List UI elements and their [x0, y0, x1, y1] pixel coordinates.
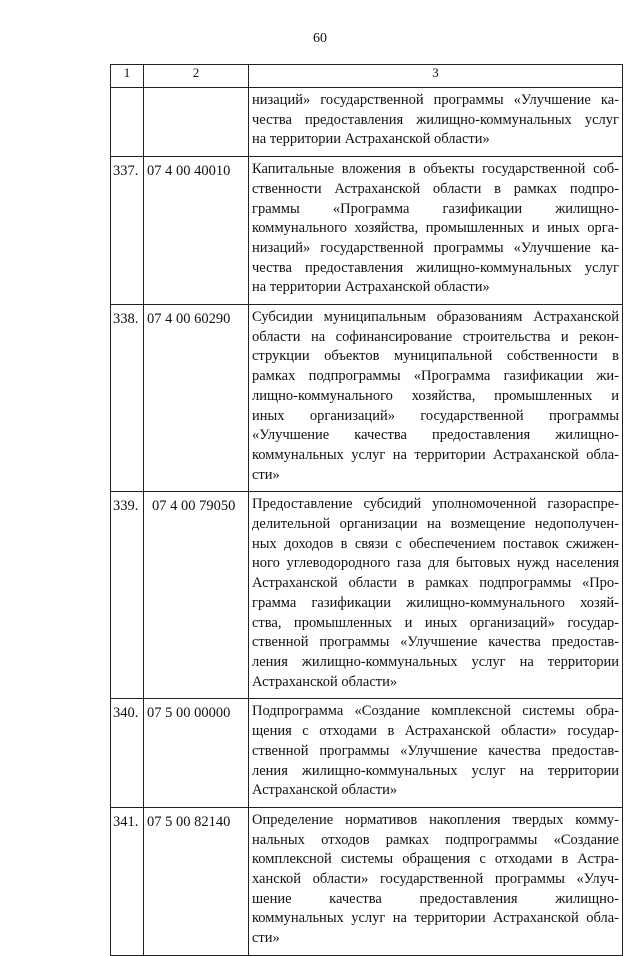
row-number: 337. — [111, 157, 144, 305]
description-line: Капитальные вложения в объекты государственной соб- — [252, 161, 619, 178]
description-line: комплексной системы обращения с отходами в Астра- — [252, 851, 619, 868]
description-line: струкции объектов муниципальной собственности в — [252, 348, 619, 365]
description-line: ления жилищно-коммунальных услуг на территории — [252, 653, 619, 670]
description-line: ных доходов в связи с обеспечением поставок сжижен- — [252, 535, 619, 552]
table-row — [111, 492, 623, 699]
row-code: 07 4 00 40010 — [144, 157, 249, 305]
description-line: коммунального хозяйства, промышленных и иных орга- — [252, 220, 619, 237]
description-line: рамках подпрограммы «Программа газификации жи- — [252, 368, 619, 385]
description-line: низаций» государственной программы «Улучшение ка- — [252, 92, 619, 108]
row-number: 339. — [111, 492, 144, 699]
row-number: 341. — [111, 807, 144, 955]
description-line: лищно-коммунального хозяйства, промышленных и — [252, 387, 619, 404]
description-line: ственной программы «Улучшение качества предостав- — [252, 742, 619, 759]
description-line: Астраханской области» — [252, 673, 398, 690]
page-number: 60 — [313, 31, 327, 46]
description-line: граммы «Программа газификации жилищно- — [252, 200, 619, 217]
row-number: 340. — [111, 699, 144, 808]
table-header-row — [111, 65, 623, 88]
description-line: Подпрограмма «Создание комплексной системы обра- — [252, 703, 619, 720]
description-line: шение качества предоставления жилищно- — [252, 890, 619, 907]
continuation-row — [111, 88, 623, 157]
row-code: 07 4 00 79050 — [144, 492, 249, 699]
table-row — [111, 807, 623, 955]
row-number: 338. — [111, 305, 144, 492]
description-line: Предоставление субсидий уполномоченной газораспре- — [252, 496, 619, 513]
row-description — [249, 807, 623, 955]
description-line: ственной программы «Улучшение качества предостав- — [252, 634, 619, 651]
description-line: ханской области» государственной программы «Улуч- — [252, 871, 619, 888]
budget-classification-table — [110, 64, 623, 956]
description-line: Определение нормативов накопления твердых комму- — [252, 811, 619, 828]
description-line: иных организаций» государственной программы — [252, 407, 619, 424]
description-line: коммунальных услуг на территории Астраханской обла- — [252, 910, 619, 927]
description-line: ства, промышленных и иных организаций» государ- — [252, 614, 619, 631]
description-line: ного углеводородного газа для бытовых нужд населения — [252, 555, 619, 572]
description-line: грамма газификации жилищно-коммунального хозяй- — [252, 594, 619, 611]
description-line: сти» — [252, 466, 280, 483]
description-line: щения с отходами в Астраханской области» государ- — [252, 723, 619, 740]
column-header-number: 1 — [111, 65, 144, 88]
table-row — [111, 699, 623, 808]
description-line: чества предоставления жилищно-коммунальных услуг — [252, 259, 619, 276]
description-line: сти» — [252, 930, 280, 947]
row-code: 07 5 00 82140 — [144, 807, 249, 955]
description-line: Субсидии муниципальным образованиям Астраханской — [252, 309, 619, 326]
description-line: ственности Астраханской области в рамках подпро- — [252, 180, 619, 197]
column-header-description: 3 — [249, 65, 623, 88]
description-line: чества предоставления жилищно-коммунальных услуг — [252, 111, 619, 128]
row-description — [249, 305, 623, 492]
description-line: «Улучшение качества предоставления жилищно- — [252, 427, 619, 444]
column-header-code: 2 — [144, 65, 249, 88]
description-line: делительной организации на возмещение недополучен- — [252, 516, 619, 533]
row-description — [249, 699, 623, 808]
description-line: нальных отходов рамках подпрограммы «Создание — [252, 831, 619, 848]
row-code: 07 4 00 60290 — [144, 305, 249, 492]
description-line: на территории Астраханской области» — [252, 279, 490, 296]
description-line: на территории Астраханской области» — [252, 131, 490, 148]
row-description — [249, 157, 623, 305]
description-line: коммунальных услуг на территории Астраханской обла- — [252, 446, 619, 463]
description-line: ления жилищно-коммунальных услуг на территории — [252, 762, 619, 779]
description-line: Астраханской области» — [252, 782, 398, 799]
continuation-description — [249, 88, 623, 157]
description-line: Астраханской области в рамках подпрограммы «Про- — [252, 575, 619, 592]
description-line: области на софинансирование строительства и рекон- — [252, 328, 619, 345]
table-row — [111, 157, 623, 305]
description-line: низаций» государственной программы «Улучшение ка- — [252, 239, 619, 256]
row-code: 07 5 00 00000 — [144, 699, 249, 808]
row-description — [249, 492, 623, 699]
table-row — [111, 305, 623, 492]
